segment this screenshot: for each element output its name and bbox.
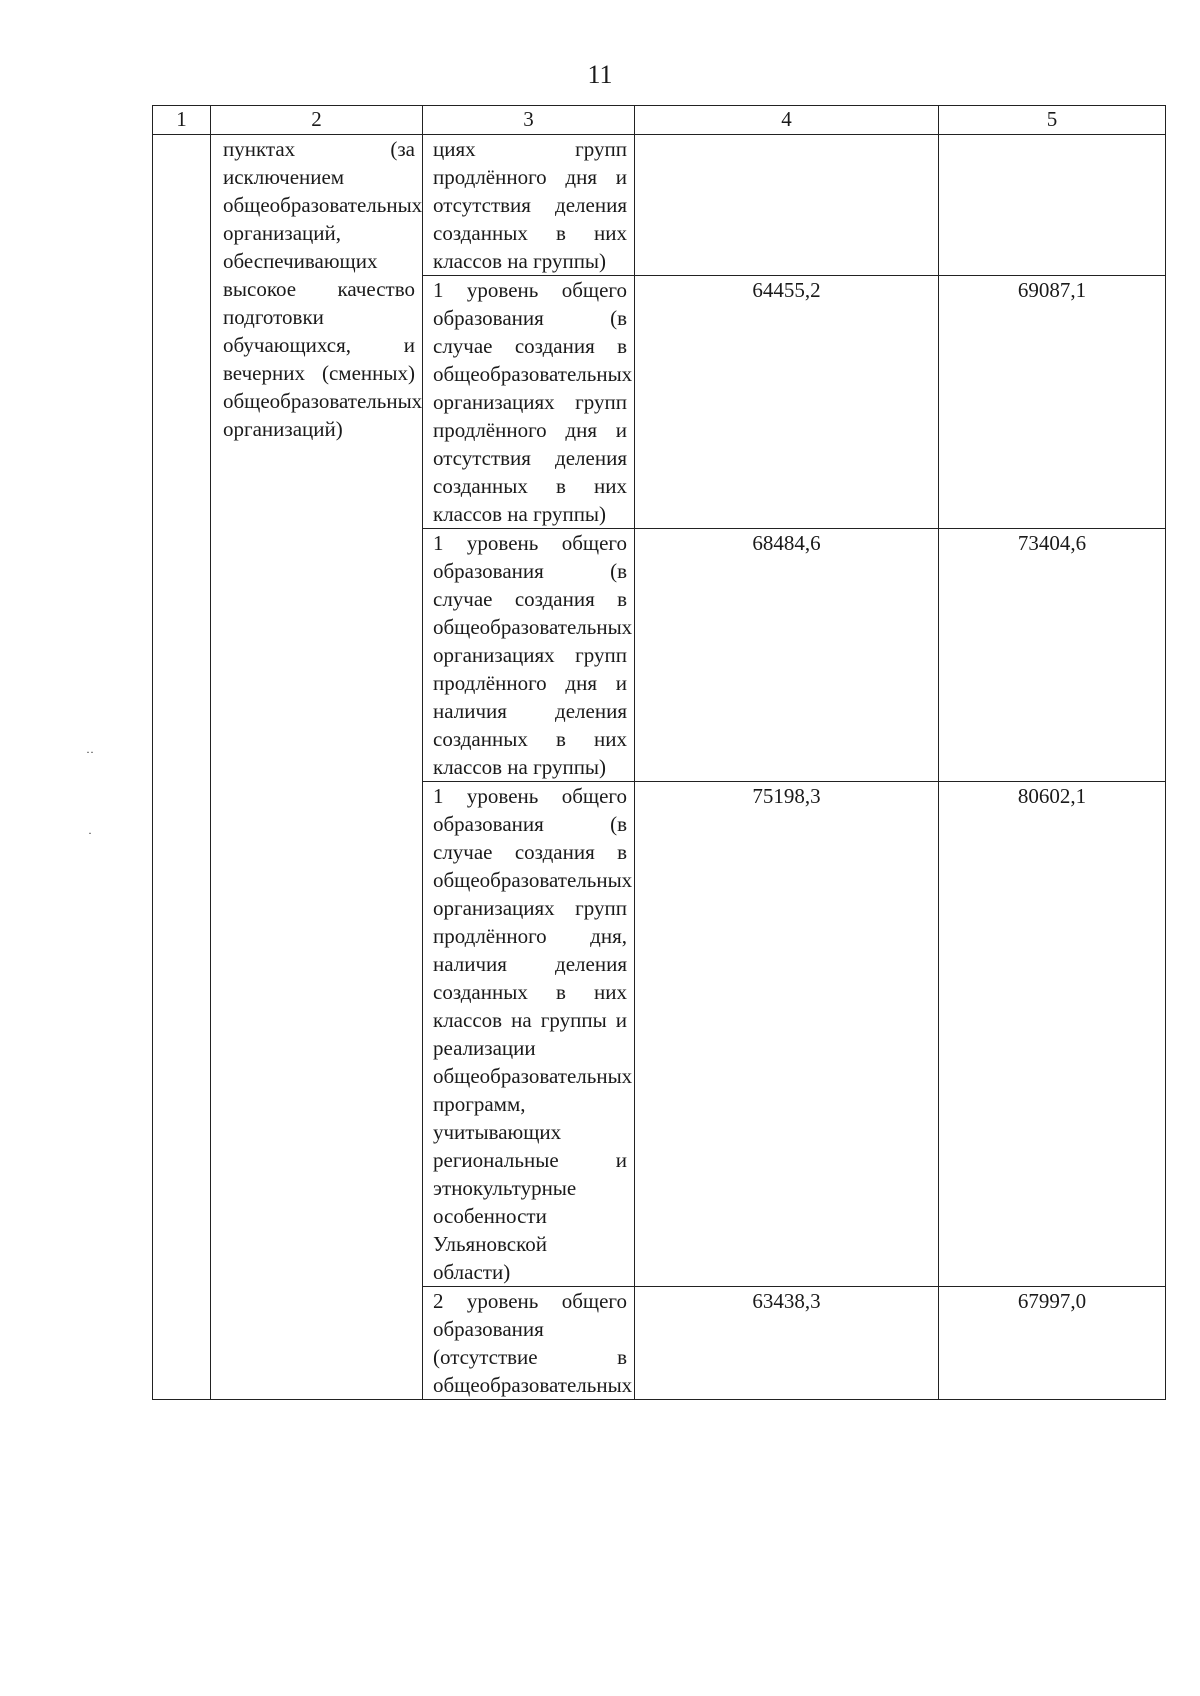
organization-type-cell: пунктах (за исключением общеобразовательных организаций, обеспечивающих высокое качество подготовки обучающихся, и вечерних (сменных) общеобразовательных организаций) [211, 135, 423, 1400]
value-col5-cell: 69087,1 [939, 276, 1166, 529]
table-header-row [153, 106, 1166, 135]
value-col5-cell: 73404,6 [939, 529, 1166, 782]
education-level-cell: 1 уровень общего образования (в случае создания в общеобразовательных организациях групп продлённого дня и наличия деления созданных в них классов на группы) [423, 529, 635, 782]
scan-speck: · [88, 826, 92, 840]
value-col5-cell: 80602,1 [939, 782, 1166, 1287]
value-col5-cell [939, 135, 1166, 276]
tariff-table [152, 105, 1166, 1400]
column-1-cell [153, 135, 211, 1400]
header-cell-5: 5 [939, 106, 1166, 135]
header-cell-1: 1 [153, 106, 211, 135]
value-col5-cell: 67997,0 [939, 1287, 1166, 1400]
header-cell-2: 2 [211, 106, 423, 135]
education-level-cell: 1 уровень общего образования (в случае создания в общеобразовательных организациях групп продлённого дня, наличия деления созданных в них классов на группы и реализации общеобразовательных программ, учитывающих региональные и этнокультурные особенности Ульяновской области) [423, 782, 635, 1287]
page-number: 11 [587, 60, 613, 89]
value-col4-cell: 64455,2 [635, 276, 939, 529]
scan-speck: ·· [86, 745, 94, 759]
table-row [153, 135, 1166, 276]
education-level-cell: 1 уровень общего образования (в случае создания в общеобразовательных организациях групп продлённого дня и отсутствия деления созданных в них классов на группы) [423, 276, 635, 529]
value-col4-cell: 75198,3 [635, 782, 939, 1287]
value-col4-cell: 63438,3 [635, 1287, 939, 1400]
value-col4-cell [635, 135, 939, 276]
value-col4-cell: 68484,6 [635, 529, 939, 782]
education-level-cell: 2 уровень общего образования (отсутствие в общеобразовательных [423, 1287, 635, 1400]
education-level-cell: циях групп продлённого дня и отсутствия деления созданных в них классов на группы) [423, 135, 635, 276]
header-cell-3: 3 [423, 106, 635, 135]
header-cell-4: 4 [635, 106, 939, 135]
